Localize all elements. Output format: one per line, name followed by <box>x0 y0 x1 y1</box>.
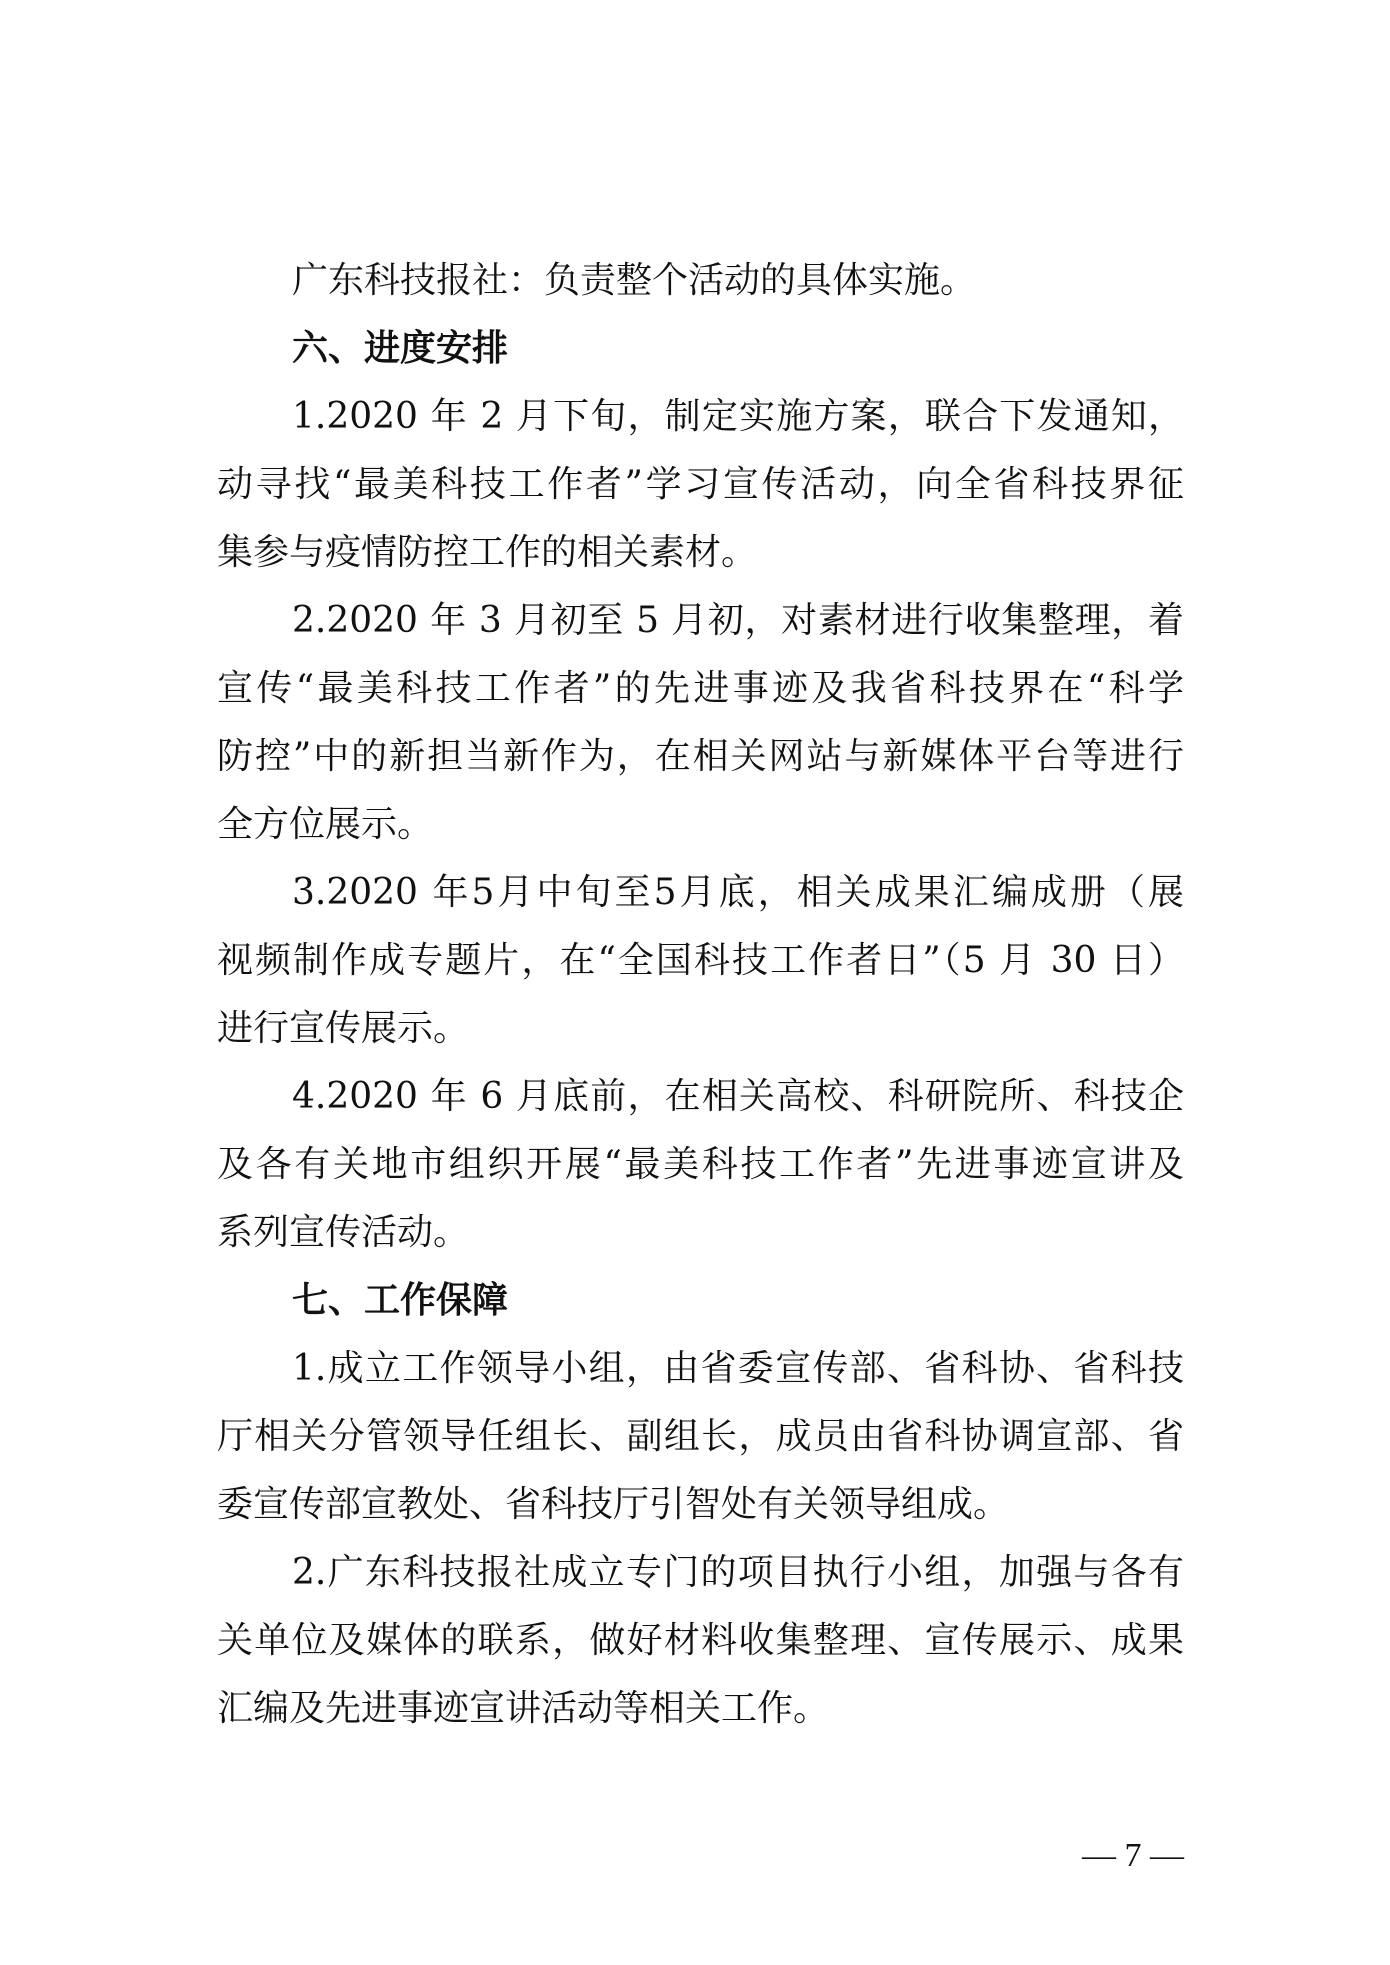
paragraph-line: 1.2020 年 2 月下旬，制定实施方案，联合下发通知， <box>292 396 1184 437</box>
page-number: — 7 — <box>1082 1837 1184 1874</box>
paragraph-line: 视频制作成专题片，在“全国科技工作者日”（5 月 30 日） <box>217 940 1184 981</box>
paragraph-line: 进行宣传展示。 <box>217 1008 470 1049</box>
schedule-item-1 <box>217 383 1184 587</box>
section-heading-guarantee: 七、工作保障 <box>292 1280 509 1321</box>
guarantee-item-1 <box>217 1335 1184 1539</box>
document-body <box>217 247 1184 1743</box>
paragraph-line: 汇编及先进事迹宣讲活动等相关工作。 <box>217 1688 830 1729</box>
paragraph-line: 系列宣传活动。 <box>217 1212 470 1253</box>
paragraph-line: 动寻找“最美科技工作者”学习宣传活动，向全省科技界征 <box>217 464 1184 505</box>
paragraph-line: 全方位展示。 <box>217 804 434 845</box>
intro-paragraph: 广东科技报社：负责整个活动的具体实施。 <box>292 260 977 301</box>
paragraph-line: 2.2020 年 3 月初至 5 月初，对素材进行收集整理，着 <box>292 600 1184 641</box>
schedule-item-3 <box>217 859 1184 1063</box>
paragraph-line: 防控”中的新担当新作为，在相关网站与新媒体平台等进行 <box>217 736 1184 777</box>
guarantee-item-2 <box>217 1539 1184 1743</box>
paragraph-line: 3.2020 年5月中旬至5月底，相关成果汇编成册（展 <box>292 872 1184 913</box>
schedule-item-4 <box>217 1063 1184 1267</box>
paragraph-line: 2.广东科技报社成立专门的项目执行小组，加强与各有 <box>292 1552 1184 1593</box>
section-heading-schedule: 六、进度安排 <box>292 328 509 369</box>
paragraph-line: 关单位及媒体的联系，做好材料收集整理、宣传展示、成果 <box>217 1620 1184 1661</box>
schedule-item-2 <box>217 587 1184 859</box>
paragraph-line: 1.成立工作领导小组，由省委宣传部、省科协、省科技 <box>292 1348 1184 1389</box>
paragraph-line: 4.2020 年 6 月底前，在相关高校、科研院所、科技企 <box>292 1076 1184 1117</box>
paragraph-line: 宣传“最美科技工作者”的先进事迹及我省科技界在“科学 <box>217 668 1184 709</box>
paragraph-line: 及各有关地市组织开展“最美科技工作者”先进事迹宣讲及 <box>217 1144 1184 1185</box>
paragraph-line: 集参与疫情防控工作的相关素材。 <box>217 532 758 573</box>
paragraph-line: 委宣传部宣教处、省科技厅引智处有关领导组成。 <box>217 1484 1010 1525</box>
paragraph-line: 厅相关分管领导任组长、副组长，成员由省科协调宣部、省 <box>217 1416 1184 1457</box>
